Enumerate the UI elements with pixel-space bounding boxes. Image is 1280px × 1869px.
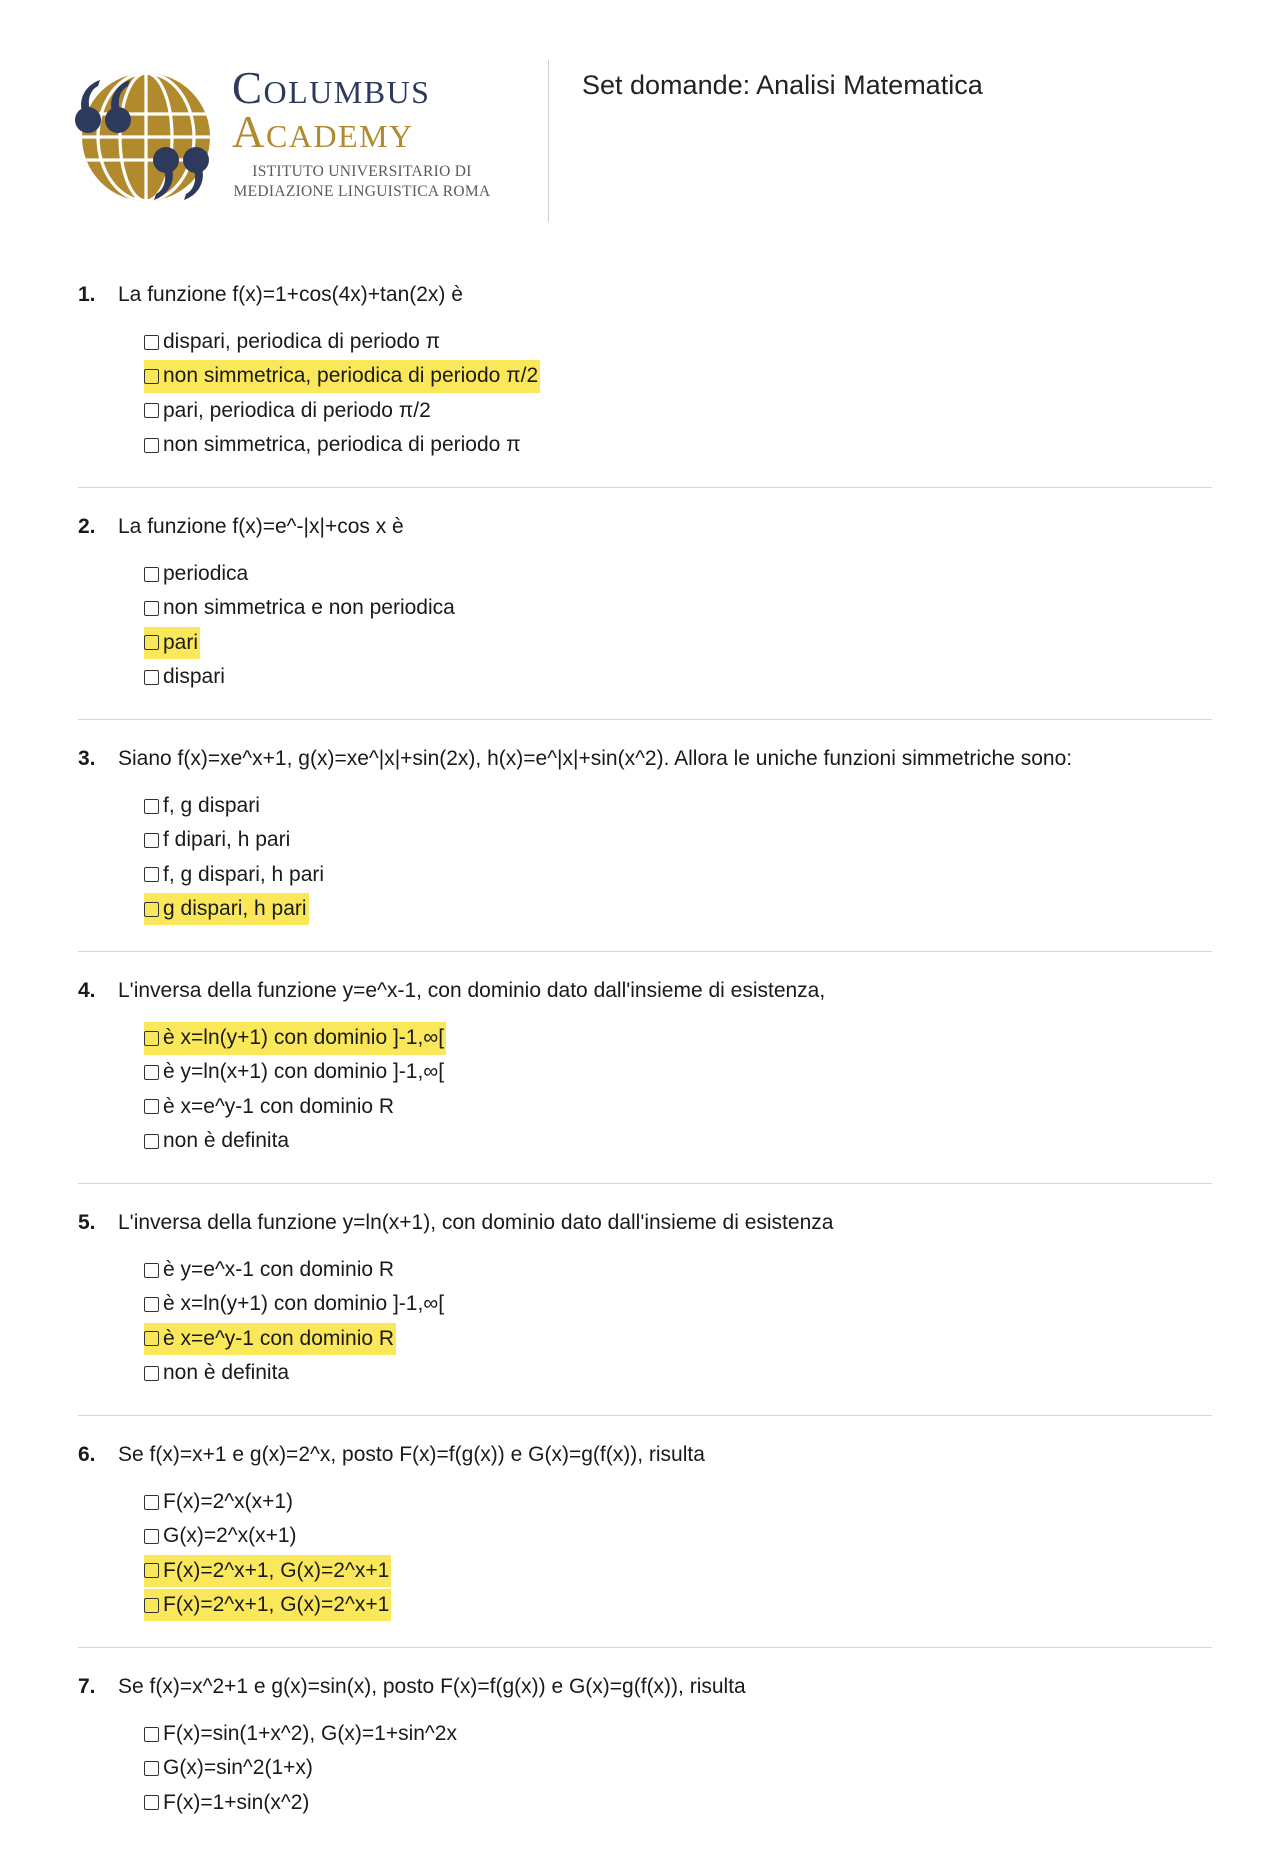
- highlighted-answer: [144, 1555, 391, 1588]
- highlighted-answer: [144, 1323, 396, 1356]
- answer-label: f, g dispari: [163, 794, 260, 817]
- answer-option[interactable]: [144, 1288, 1212, 1322]
- answer-label: F(x)=2^x+1, G(x)=2^x+1: [163, 1592, 390, 1616]
- checkbox-icon[interactable]: [144, 1099, 159, 1114]
- answer-content: [144, 661, 227, 694]
- question-header: [78, 744, 1212, 774]
- answer-label: non simmetrica e non periodica: [163, 596, 455, 620]
- answer-label: G(x)=sin^2(1+x): [163, 1756, 313, 1780]
- highlighted-answer: [144, 360, 540, 393]
- answer-label: è x=e^y-1 con dominio R: [163, 1094, 395, 1118]
- question-item: [78, 512, 1212, 720]
- highlighted-answer: [144, 627, 200, 660]
- answer-option[interactable]: [144, 1022, 1212, 1056]
- checkbox-icon[interactable]: [144, 1563, 159, 1578]
- answer-content: [144, 1254, 396, 1287]
- answer-content: [144, 1718, 459, 1751]
- answer-label: f, g dispari, h pari: [163, 862, 325, 886]
- answer-options: [78, 1254, 1212, 1391]
- checkbox-icon[interactable]: [144, 1495, 159, 1510]
- answer-options: [78, 558, 1212, 695]
- checkbox-icon[interactable]: [144, 567, 159, 582]
- highlighted-answer: [144, 893, 309, 926]
- answer-options: [78, 1486, 1212, 1623]
- answer-options: [78, 790, 1212, 927]
- answer-label: F(x)=sin(1+x^2), G(x)=1+sin^2x: [163, 1722, 457, 1745]
- answer-option[interactable]: [144, 1323, 1212, 1357]
- answer-label: pari: [163, 630, 199, 654]
- answer-content: [144, 326, 442, 359]
- answer-option[interactable]: [144, 1091, 1212, 1125]
- checkbox-icon[interactable]: [144, 1263, 159, 1278]
- question-item: [78, 744, 1212, 952]
- answer-label: F(x)=2^x+1, G(x)=2^x+1: [163, 1558, 390, 1582]
- answer-option[interactable]: [144, 1056, 1212, 1090]
- checkbox-icon[interactable]: [144, 369, 159, 384]
- answer-label: periodica: [163, 562, 249, 585]
- question-header: [78, 512, 1212, 542]
- answer-label: dispari, periodica di periodo π: [163, 330, 441, 353]
- checkbox-icon[interactable]: [144, 1529, 159, 1544]
- checkbox-icon[interactable]: [144, 1727, 159, 1742]
- answer-label: g dispari, h pari: [163, 896, 307, 920]
- answer-options: [78, 326, 1212, 463]
- question-number: 1.: [78, 283, 96, 306]
- checkbox-icon[interactable]: [144, 1331, 159, 1346]
- question-text: Siano f(x)=xe^x+1, g(x)=xe^|x|+sin(2x), h(x)=e^|x|+sin(x^2). Allora le uniche funzioni simmetriche sono:: [118, 747, 1073, 770]
- answer-options: [78, 1022, 1212, 1159]
- answer-label: è x=e^y-1 con dominio R: [163, 1326, 395, 1350]
- answer-option[interactable]: [144, 1589, 1212, 1623]
- question-item: [78, 1440, 1212, 1648]
- answer-option[interactable]: [144, 1486, 1212, 1520]
- answer-option[interactable]: [144, 592, 1212, 626]
- answer-label: pari, periodica di periodo π/2: [163, 398, 431, 422]
- checkbox-icon[interactable]: [144, 635, 159, 650]
- checkbox-icon[interactable]: [144, 1031, 159, 1046]
- answer-content: [144, 429, 523, 462]
- answer-option[interactable]: [144, 893, 1212, 927]
- answer-label: è y=ln(x+1) con dominio ]-1,∞[: [163, 1060, 445, 1084]
- question-text: Se f(x)=x^2+1 e g(x)=sin(x), posto F(x)=f(g(x)) e G(x)=g(f(x)), risulta: [118, 1675, 746, 1698]
- question-number: 6.: [78, 1443, 96, 1466]
- checkbox-icon[interactable]: [144, 1761, 159, 1776]
- question-number: 3.: [78, 747, 96, 770]
- question-text: La funzione f(x)=1+cos(4x)+tan(2x) è: [118, 283, 463, 306]
- page-title: Set domande: Analisi Matematica: [582, 70, 983, 100]
- checkbox-icon[interactable]: [144, 438, 159, 453]
- answer-option[interactable]: [144, 790, 1212, 824]
- answer-content: [144, 558, 250, 591]
- question-text: La funzione f(x)=e^-|x|+cos x è: [118, 515, 404, 538]
- answer-label: è x=ln(y+1) con dominio ]-1,∞[: [163, 1026, 445, 1049]
- checkbox-icon[interactable]: [144, 335, 159, 350]
- question-number: 5.: [78, 1211, 96, 1234]
- answer-options: [78, 1718, 1212, 1821]
- question-header: [78, 1672, 1212, 1702]
- answer-option[interactable]: [144, 859, 1212, 893]
- answer-option[interactable]: [144, 1718, 1212, 1752]
- checkbox-icon[interactable]: [144, 1297, 159, 1312]
- checkbox-icon[interactable]: [144, 799, 159, 814]
- answer-option[interactable]: [144, 558, 1212, 592]
- checkbox-icon[interactable]: [144, 1795, 159, 1810]
- checkbox-icon[interactable]: [144, 1366, 159, 1381]
- checkbox-icon[interactable]: [144, 670, 159, 685]
- brand-subtitle-line2: MEDIAZIONE LINGUISTICA ROMA: [233, 183, 491, 200]
- answer-option[interactable]: [144, 627, 1212, 661]
- question-item: [78, 1672, 1212, 1845]
- question-header: [78, 1440, 1212, 1470]
- answer-option[interactable]: [144, 1555, 1212, 1589]
- answer-content: [144, 1125, 291, 1158]
- checkbox-icon[interactable]: [144, 1065, 159, 1080]
- question-text: L'inversa della funzione y=e^x-1, con dominio dato dall'insieme di esistenza,: [118, 979, 826, 1002]
- answer-option[interactable]: [144, 429, 1212, 463]
- question-item: [78, 1208, 1212, 1416]
- question-number: 2.: [78, 515, 96, 538]
- checkbox-icon[interactable]: [144, 833, 159, 848]
- brand-name-line2: Academy: [232, 107, 414, 157]
- brand-name-line1: Columbus: [232, 63, 431, 113]
- answer-label: non è definita: [163, 1128, 290, 1152]
- question-number: 7.: [78, 1675, 96, 1698]
- answer-label: dispari: [163, 664, 225, 688]
- answer-label: G(x)=2^x(x+1): [163, 1524, 297, 1548]
- answer-content: [144, 1752, 315, 1785]
- answer-content: [144, 1520, 299, 1553]
- brand-wordmark: [232, 63, 502, 202]
- answer-label: F(x)=2^x(x+1): [163, 1490, 294, 1513]
- question-list: [78, 280, 1212, 1869]
- answer-label: F(x)=1+sin(x^2): [163, 1790, 310, 1814]
- answer-option[interactable]: [144, 661, 1212, 695]
- question-text: L'inversa della funzione y=ln(x+1), con dominio dato dall'insieme di esistenza: [118, 1211, 834, 1234]
- question-item: [78, 280, 1212, 488]
- checkbox-icon[interactable]: [144, 1134, 159, 1149]
- checkbox-icon[interactable]: [144, 902, 159, 917]
- answer-label: non è definita: [163, 1360, 290, 1384]
- answer-content: [144, 859, 326, 892]
- question-header: [78, 280, 1212, 310]
- answer-option[interactable]: [144, 1125, 1212, 1159]
- question-header: [78, 1208, 1212, 1238]
- highlighted-answer: [144, 1022, 446, 1055]
- answer-content: [144, 1091, 396, 1124]
- answer-label: non simmetrica, periodica di periodo π: [163, 432, 521, 456]
- answer-content: [144, 592, 457, 625]
- answer-option[interactable]: [144, 1254, 1212, 1288]
- checkbox-icon[interactable]: [144, 867, 159, 882]
- answer-label: non simmetrica, periodica di periodo π/2: [163, 364, 539, 388]
- brand-subtitle: [222, 162, 502, 202]
- answer-option[interactable]: [144, 1357, 1212, 1391]
- question-item: [78, 976, 1212, 1184]
- answer-option[interactable]: [144, 360, 1212, 394]
- answer-content: [144, 1357, 291, 1390]
- answer-option[interactable]: [144, 824, 1212, 858]
- answer-option[interactable]: [144, 1520, 1212, 1554]
- answer-label: f dipari, h pari: [163, 828, 291, 852]
- answer-content: [144, 1787, 311, 1820]
- question-header: [78, 976, 1212, 1006]
- highlighted-answer: [144, 1589, 391, 1622]
- answer-option[interactable]: [144, 1752, 1212, 1786]
- answer-label: è y=e^x-1 con dominio R: [163, 1258, 395, 1281]
- answer-content: [144, 790, 262, 823]
- answer-option[interactable]: [144, 326, 1212, 360]
- answer-content: [144, 824, 292, 857]
- answer-option[interactable]: [144, 395, 1212, 429]
- question-text: Se f(x)=x+1 e g(x)=2^x, posto F(x)=f(g(x)) e G(x)=g(f(x)), risulta: [118, 1443, 705, 1466]
- answer-option[interactable]: [144, 1787, 1212, 1821]
- question-number: 4.: [78, 979, 96, 1002]
- checkbox-icon[interactable]: [144, 601, 159, 616]
- columbus-academy-logo-icon: [68, 62, 213, 212]
- answer-content: [144, 1056, 446, 1089]
- answer-content: [144, 1288, 446, 1321]
- checkbox-icon[interactable]: [144, 1598, 159, 1613]
- answer-content: [144, 395, 433, 428]
- header-divider: [548, 60, 549, 222]
- checkbox-icon[interactable]: [144, 403, 159, 418]
- document-header: [0, 0, 1280, 230]
- answer-label: è x=ln(y+1) con dominio ]-1,∞[: [163, 1292, 445, 1316]
- brand-subtitle-line1: ISTITUTO UNIVERSITARIO DI: [252, 163, 472, 180]
- answer-content: [144, 1486, 295, 1519]
